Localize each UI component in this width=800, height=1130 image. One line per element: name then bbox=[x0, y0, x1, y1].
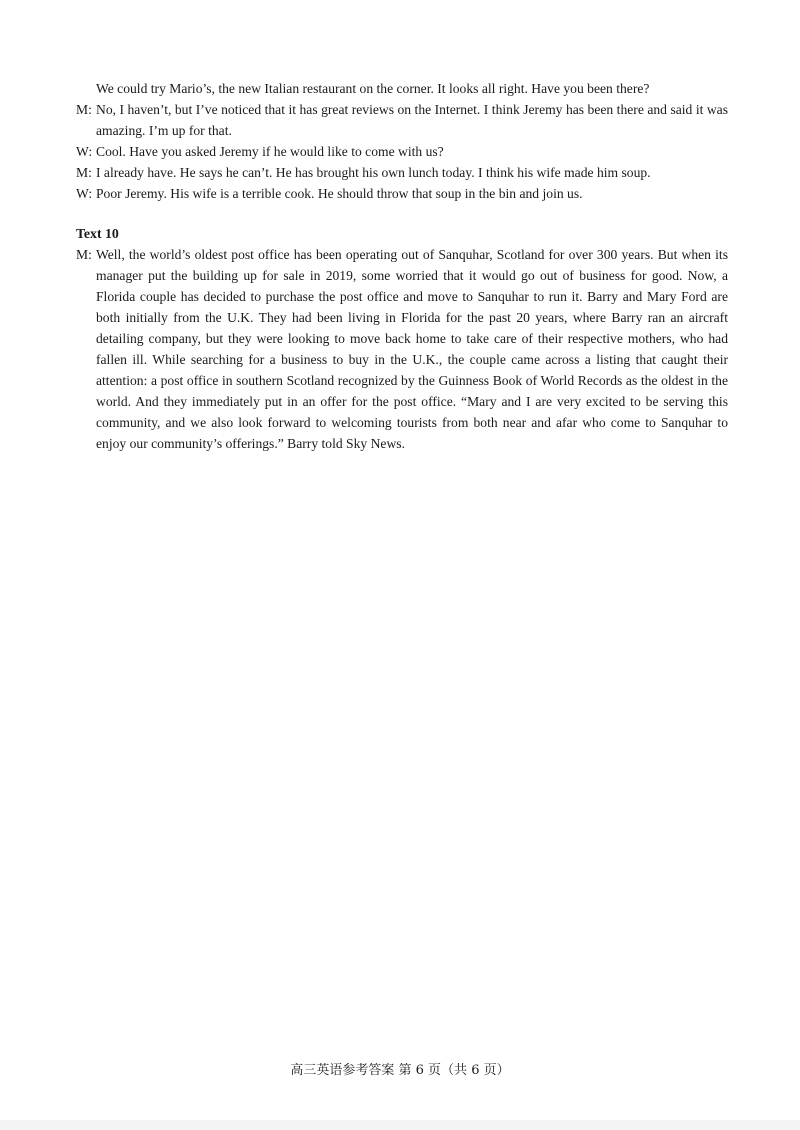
text10-monologue bbox=[76, 244, 728, 454]
page-footer: 高三英语参考答案 第 6 页（共 6 页） bbox=[290, 1063, 510, 1078]
scan-bottom-edge bbox=[0, 1120, 800, 1130]
dialogue-text: Cool. Have you asked Jeremy if he would like to come with us? bbox=[96, 144, 444, 159]
dialogue-continuation: We could try Mario’s, the new Italian restaurant on the corner. It looks all right. Have you been there? bbox=[96, 81, 650, 96]
section-title-text-10: Text 10 bbox=[76, 226, 119, 241]
speaker-label: W: bbox=[76, 186, 93, 201]
transcript bbox=[76, 78, 728, 454]
dialogue-text: No, I haven’t, but I’ve noticed that it has great reviews on the Internet. I think Jeremy has been there and said it was amazing. I’m up for that. bbox=[96, 102, 728, 138]
dialogue-line-4 bbox=[76, 183, 728, 204]
speaker-label: M: bbox=[76, 247, 92, 262]
dialogue-line-3 bbox=[76, 162, 728, 183]
dialogue-text: Poor Jeremy. His wife is a terrible cook. He should throw that soup in the bin and join us. bbox=[96, 186, 583, 201]
dialogue-line-2 bbox=[76, 141, 728, 162]
dialogue-line-1 bbox=[76, 99, 728, 141]
dialogue-text: I already have. He says he can’t. He has brought his own lunch today. I think his wife made him soup. bbox=[96, 165, 651, 180]
monologue-text: Well, the world’s oldest post office has been operating out of Sanquhar, Scotland for over 300 years. But when its manager put the building up for sale in 2019, some worried that it would go out of business for good. Now, a Florida couple has decided to purchase the post office and move to Sanquhar to run it. Barry and Mary Ford are both initially from the U.K. They had been living in Florida for the past 20 years, where Barry ran an aircraft detailing company, but they were looking to move back home to take care of their respective mothers, who had fallen ill. While searching for a business to buy in the U.K., the couple came across a listing that caught their attention: a post office in southern Scotland recognized by the Guinness Book of World Records as the oldest in the world. And they immediately put in an offer for the post office. “Mary and I are very excited to be serving this community, and we also look forward to welcoming tourists from both near and afar who come to Sanquhar to enjoy our community’s offerings.” Barry told Sky News. bbox=[96, 247, 728, 451]
speaker-label: W: bbox=[76, 144, 93, 159]
speaker-label: M: bbox=[76, 165, 92, 180]
speaker-label: M: bbox=[76, 102, 92, 117]
